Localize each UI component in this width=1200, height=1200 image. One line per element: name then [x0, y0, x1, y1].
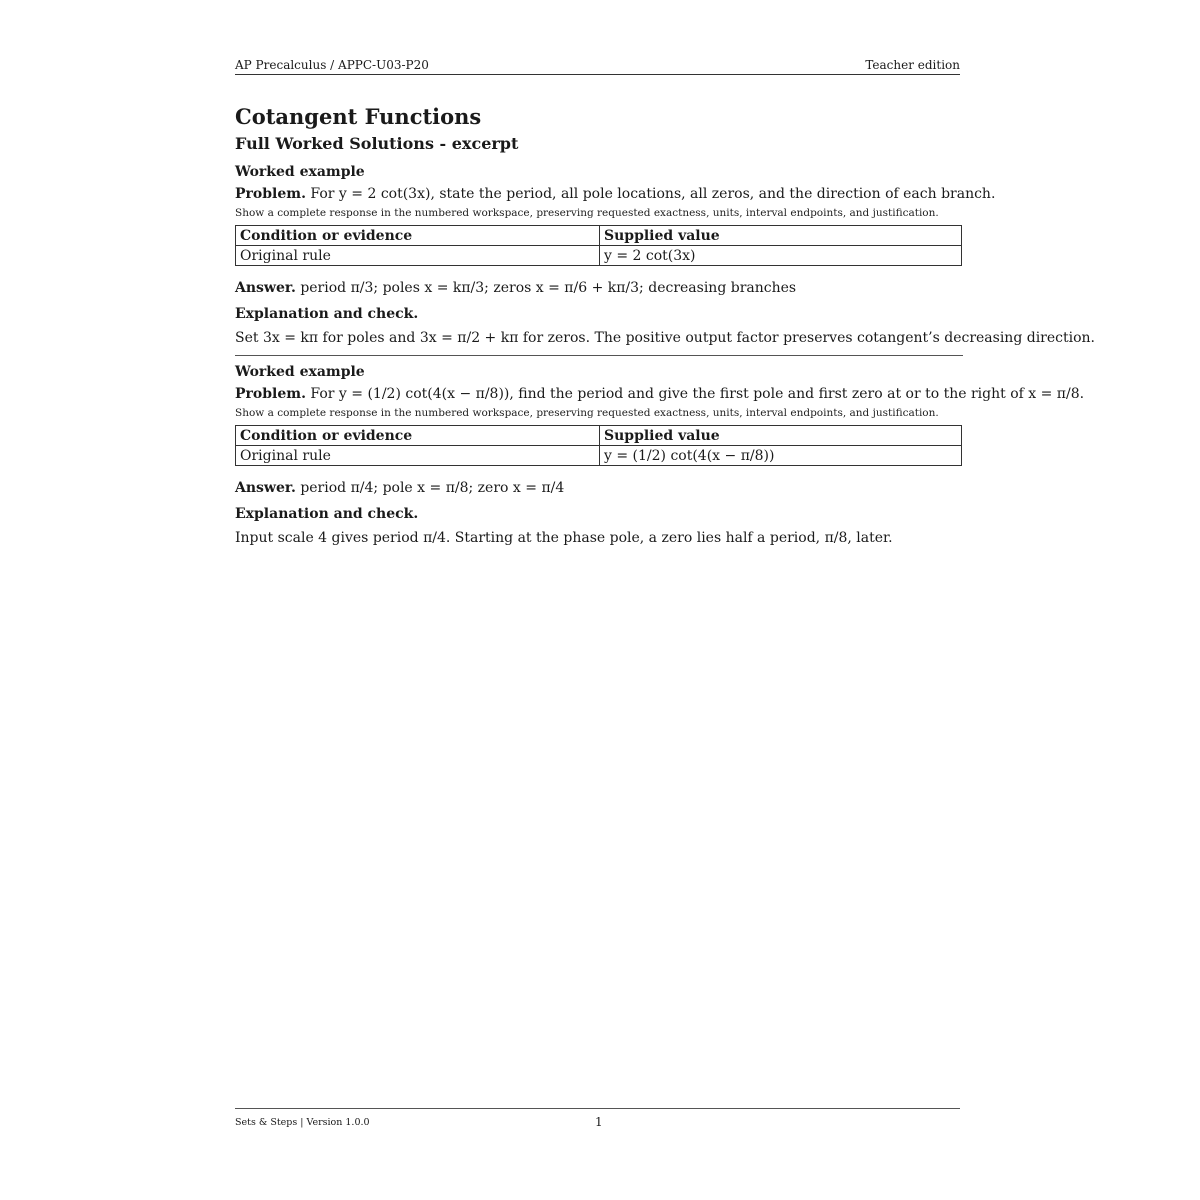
- course-code: AP Precalculus / APPC-U03-P20: [235, 58, 429, 72]
- problem-text: For y = 2 cot(3x), state the period, all pole locations, all zeros, and the direction of each branch.: [310, 186, 996, 202]
- example-heading: Worked example: [235, 364, 365, 380]
- workspace-instruction: Show a complete response in the numbered workspace, preserving requested exactness, units, interval endpoints, and justification.: [235, 207, 939, 219]
- problem-statement: [235, 183, 996, 205]
- column-header: Supplied value: [600, 426, 962, 446]
- example-heading: Worked example: [235, 164, 365, 180]
- section-divider: [235, 355, 963, 356]
- worked-example-1: [235, 161, 1095, 350]
- column-header: Condition or evidence: [236, 426, 600, 446]
- table-row: [236, 446, 962, 466]
- worked-example-2: [235, 361, 1085, 550]
- problem-label: Problem.: [235, 386, 306, 402]
- explanation-text: Set 3x = kπ for poles and 3x = π/2 + kπ for zeros. The positive output factor preserves cotangent’s decreasing direction.: [235, 330, 1095, 346]
- answer-label: Answer.: [235, 280, 296, 296]
- table-cell: y = (1/2) cot(4(x − π/8)): [600, 446, 962, 466]
- answer-text: period π/3; poles x = kπ/3; zeros x = π/6 + kπ/3; decreasing branches: [300, 280, 797, 296]
- footer-version: Sets & Steps | Version 1.0.0: [235, 1117, 370, 1128]
- table-cell: Original rule: [236, 446, 600, 466]
- page-title: Cotangent Functions: [235, 104, 482, 129]
- table-cell: Original rule: [236, 246, 600, 266]
- answer-label: Answer.: [235, 480, 296, 496]
- column-header: Condition or evidence: [236, 226, 600, 246]
- evidence-table: [235, 425, 962, 466]
- page-subtitle: Full Worked Solutions - excerpt: [235, 134, 519, 153]
- answer-line: [235, 276, 963, 300]
- explanation-text: Input scale 4 gives period π/4. Starting at the phase pole, a zero lies half a period, π/8, later.: [235, 530, 893, 546]
- answer-text: period π/4; pole x = π/8; zero x = π/4: [300, 480, 565, 496]
- problem-text: For y = (1/2) cot(4(x − π/8)), find the period and give the first pole and first zero at or to the right of x = π/8.: [310, 386, 1085, 402]
- workspace-instruction: Show a complete response in the numbered workspace, preserving requested exactness, units, interval endpoints, and justification.: [235, 407, 939, 419]
- explanation-heading: Explanation and check.: [235, 306, 419, 322]
- table-row: [236, 246, 962, 266]
- table-header-row: [236, 426, 962, 446]
- page-footer: [235, 1108, 960, 1129]
- problem-statement: [235, 383, 1085, 405]
- explanation-heading: Explanation and check.: [235, 506, 419, 522]
- edition-label: Teacher edition: [865, 58, 960, 72]
- table-cell: y = 2 cot(3x): [600, 246, 962, 266]
- answer-line: [235, 476, 963, 500]
- problem-label: Problem.: [235, 186, 306, 202]
- document-page: [235, 0, 1095, 1200]
- table-header-row: [236, 226, 962, 246]
- page-number: 1: [595, 1115, 603, 1129]
- column-header: Supplied value: [600, 226, 962, 246]
- evidence-table: [235, 225, 962, 266]
- running-header: [235, 58, 960, 75]
